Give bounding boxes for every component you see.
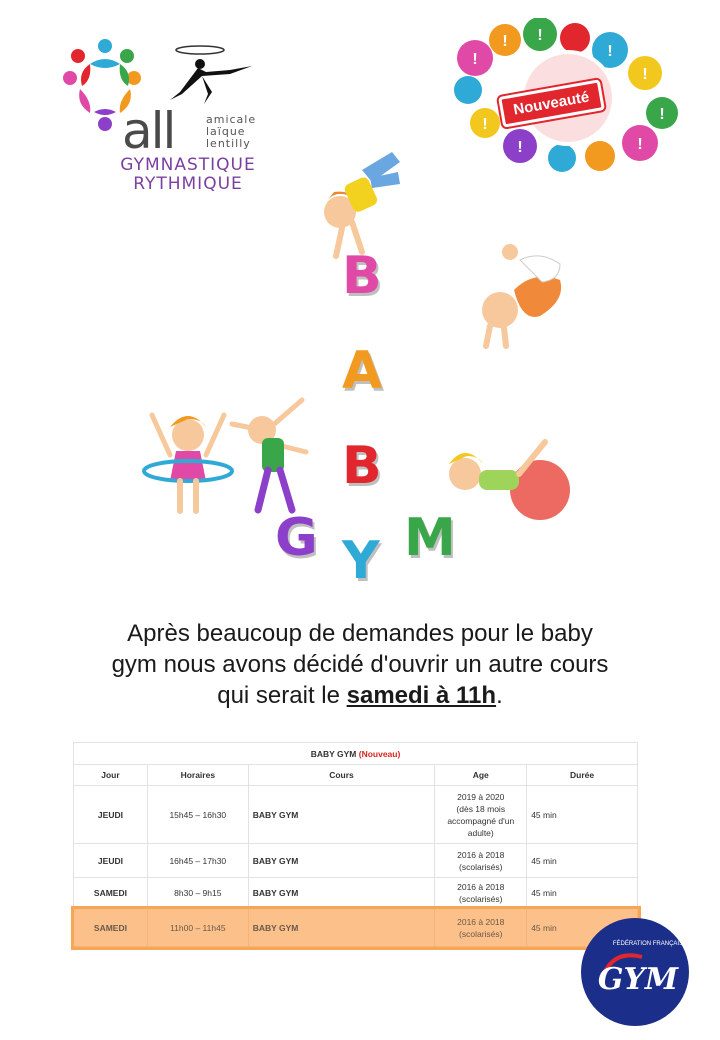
svg-text:!: ! (537, 27, 543, 44)
ffgym-top-text: FÉDÉRATION FRANÇAISE (612, 941, 688, 947)
ffgym-wordmark: GYM (597, 962, 679, 997)
table-caption: BABY GYM (Nouveau) (74, 743, 638, 765)
svg-text:!: ! (482, 116, 488, 133)
logo-abbreviation: all (122, 102, 175, 160)
svg-text:!: ! (659, 106, 665, 123)
header-cours: Cours (248, 765, 435, 786)
header-duree: Durée (527, 765, 638, 786)
header-age: Age (435, 765, 527, 786)
svg-text:!: ! (607, 43, 613, 60)
letter-a: A (342, 341, 383, 401)
svg-text:!: ! (642, 66, 648, 83)
announcement-line-1: Après beaucoup de demandes pour le baby (127, 620, 593, 647)
badge-label: Nouveauté (498, 79, 605, 127)
ball-girl-icon (435, 430, 575, 540)
table-row: SAMEDI 8h30 – 9h15 BABY GYM 2016 à 2018 (scolarisés) 45 min (74, 878, 638, 909)
gymnast-silhouette-icon (160, 42, 260, 112)
table-header-row (74, 765, 638, 786)
header-jour: Jour (74, 765, 148, 786)
announcement-text (60, 618, 660, 711)
svg-text:!: ! (637, 136, 643, 153)
letter-b-2: B (342, 436, 382, 496)
rolling-baby-icon (470, 240, 580, 350)
letter-g: G (275, 508, 318, 568)
schedule-table (73, 742, 638, 947)
svg-text:!: ! (517, 139, 523, 156)
table-row: JEUDI 16h45 – 17h30 BABY GYM 2016 à 2018 (scolarisés) 45 min (74, 844, 638, 878)
letter-m: M (404, 508, 456, 568)
handstand-kid-icon (300, 140, 420, 260)
announcement-line-3: qui serait le samedi à 11h. (217, 682, 503, 709)
table-row-highlighted: SAMEDI 11h00 – 11h45 BABY GYM 2016 à 2018 (scolarisés) 45 min (74, 909, 638, 947)
new-tag: (Nouveau) (358, 748, 401, 759)
header-horaires: Horaires (147, 765, 248, 786)
table-row: JEUDI 15h45 – 16h30 BABY GYM 2019 à 2020 (dès 18 mois accompagné d'un adulte) 45 min (74, 786, 638, 844)
new-class-day: samedi à 11h (346, 682, 497, 709)
letter-y: Y (342, 531, 380, 591)
logo-discipline: GYMNASTIQUE RYTHMIQUE (120, 155, 256, 194)
letter-b-1: B (342, 246, 382, 306)
svg-text:!: ! (502, 33, 508, 50)
announcement-line-2: gym nous avons décidé d'ouvrir un autre cours (111, 651, 609, 678)
svg-text:!: ! (472, 51, 478, 68)
cartwheel-kid-icon (222, 390, 322, 520)
baby-gym-illustration (130, 140, 590, 590)
ffgym-logo (580, 917, 690, 1027)
logo-subtitle: amicale laïque lentilly (206, 113, 257, 150)
